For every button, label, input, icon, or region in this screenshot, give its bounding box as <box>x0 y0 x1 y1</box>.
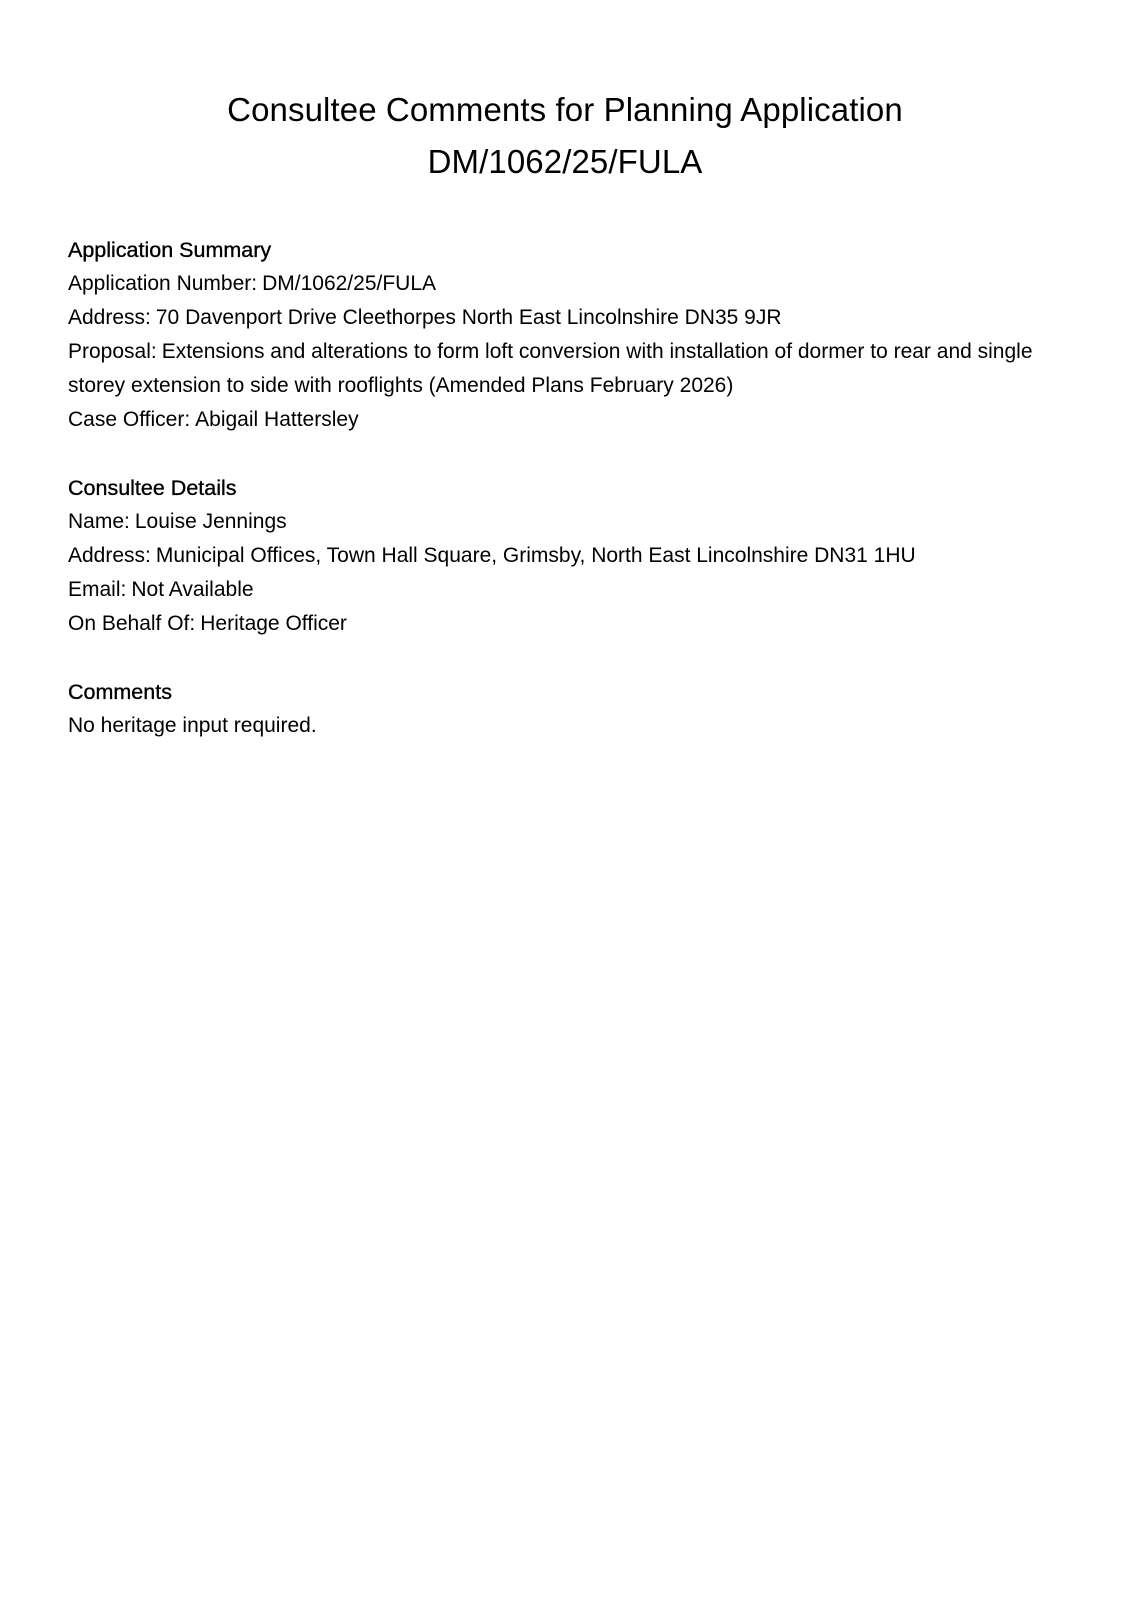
application-summary-section <box>68 233 1058 437</box>
consultee-email-line <box>68 573 1058 607</box>
page-title <box>0 84 1130 188</box>
application-address-value: 70 Davenport Drive Cleethorpes North East Lincolnshire DN35 9JR <box>155 306 782 329</box>
case-officer-label: Case Officer: <box>68 408 191 431</box>
consultee-details-heading: Consultee Details <box>68 476 237 500</box>
proposal-label: Proposal: <box>68 340 157 363</box>
consultee-address-label: Address: <box>68 544 151 567</box>
application-address-line <box>68 301 1058 335</box>
proposal-value: Extensions and alterations to form loft conversion with installation of dormer to rear and single storey extension to side with rooflights (Amended Plans February 2026) <box>68 340 1033 397</box>
on-behalf-of-line <box>68 607 1058 641</box>
comments-text: No heritage input required. <box>68 714 317 737</box>
consultee-email-value: Not Available <box>131 578 254 601</box>
consultee-name-line <box>68 505 1058 539</box>
application-number-label: Application Number: <box>68 272 258 295</box>
consultee-name-label: Name: <box>68 510 130 533</box>
consultee-address-line <box>68 539 1058 573</box>
application-summary-heading: Application Summary <box>68 238 272 262</box>
page-title-line-1: Consultee Comments for Planning Application <box>227 91 903 128</box>
comments-heading: Comments <box>68 680 172 704</box>
consultee-details-section <box>68 471 1058 641</box>
consultee-name-value: Louise Jennings <box>134 510 287 533</box>
on-behalf-of-value: Heritage Officer <box>200 612 347 635</box>
page-title-line-2: DM/1062/25/FULA <box>427 143 703 180</box>
application-number-line <box>68 267 1058 301</box>
on-behalf-of-label: On Behalf Of: <box>68 612 196 635</box>
document-content <box>68 233 1058 777</box>
comments-section <box>68 675 1058 743</box>
consultee-email-label: Email: <box>68 578 127 601</box>
application-number-value: DM/1062/25/FULA <box>262 272 437 295</box>
consultee-address-value: Municipal Offices, Town Hall Square, Grimsby, North East Lincolnshire DN31 1HU <box>155 544 916 567</box>
case-officer-value: Abigail Hattersley <box>195 408 359 431</box>
proposal-line <box>68 335 1058 403</box>
case-officer-line <box>68 403 1058 437</box>
application-address-label: Address: <box>68 306 151 329</box>
